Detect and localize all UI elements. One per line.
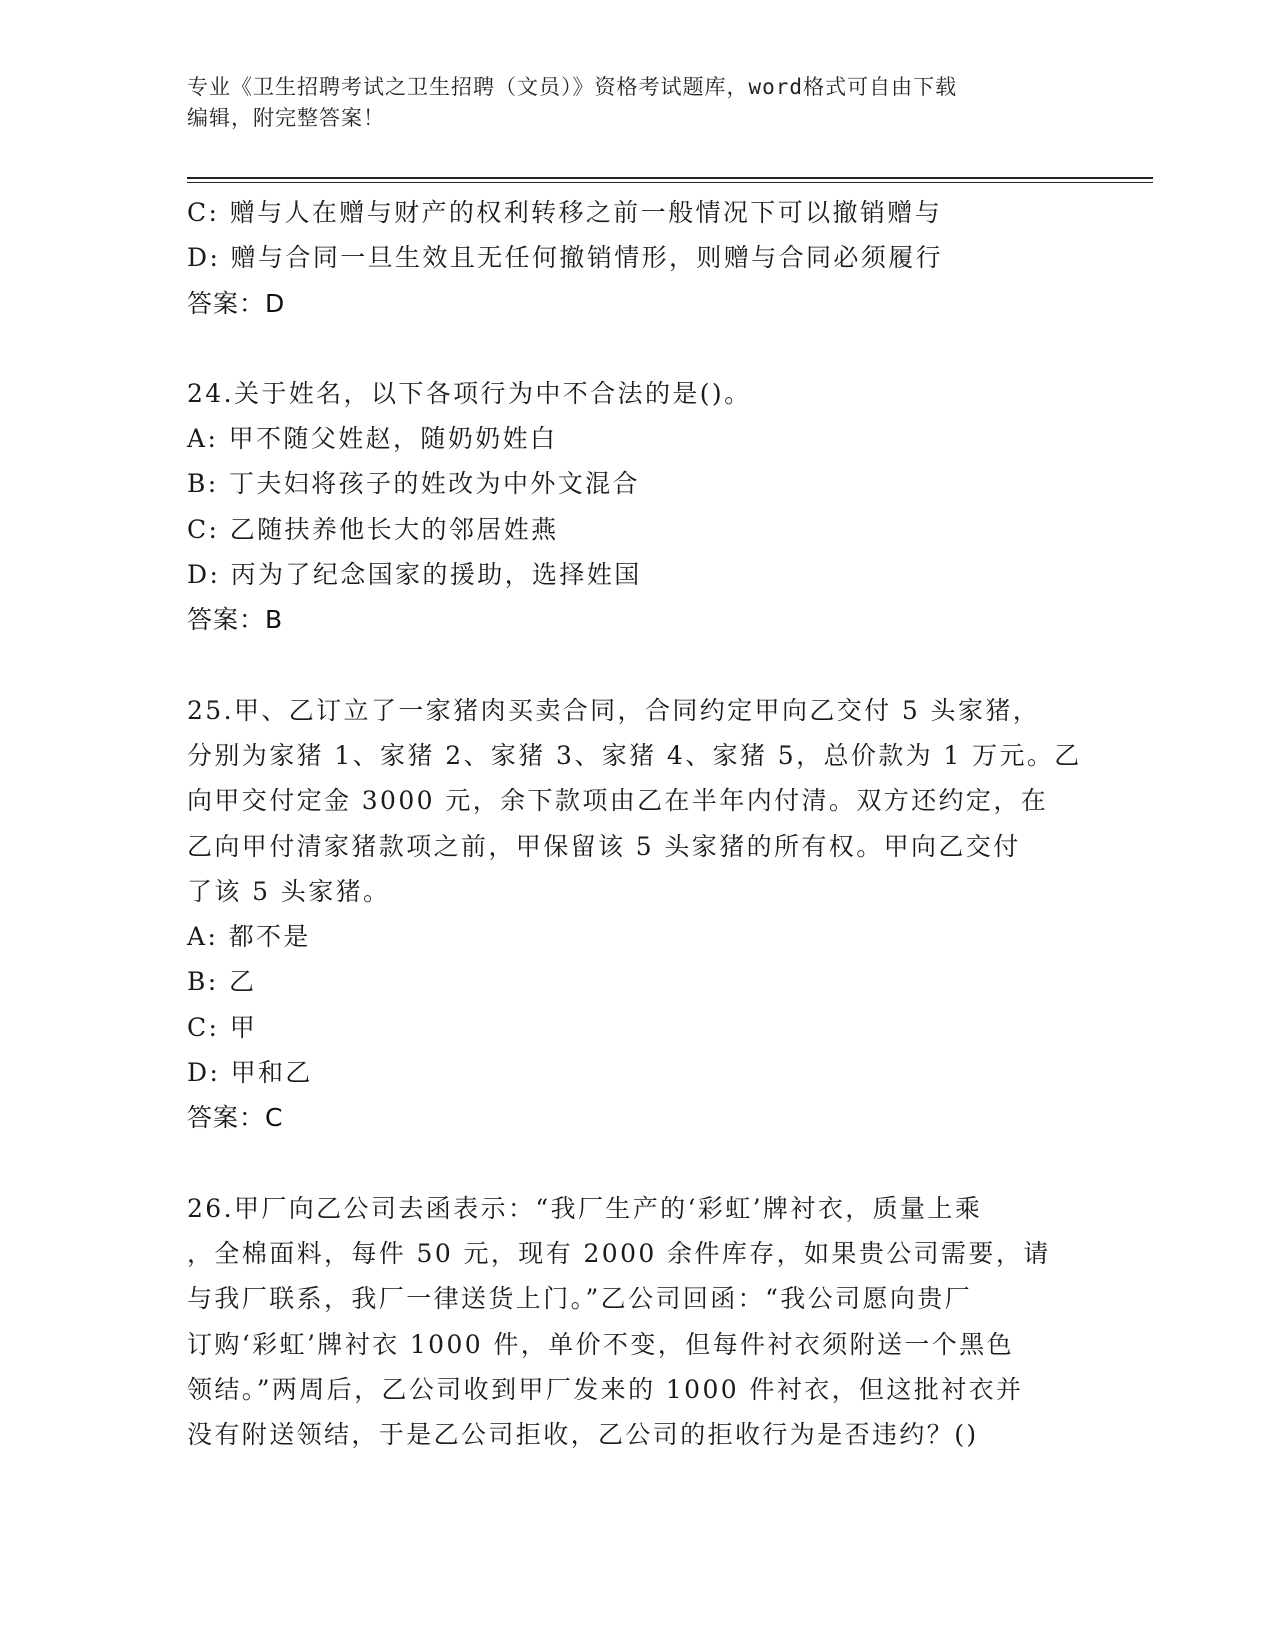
question-24-block [187, 371, 1087, 643]
q26-question-line: 与我厂联系，我厂一律送货上门。”乙公司回函：“我公司愿向贵厂 [187, 1284, 973, 1314]
q25-option-a: A: 都不是 [187, 922, 311, 952]
q24-option-d: D: 丙为了纪念国家的援助，选择姓国 [187, 560, 642, 590]
q25-question-line: 了该 5 头家猪。 [187, 876, 391, 906]
q24-option-b: B: 丁夫妇将孩子的姓改为中外文混合 [187, 469, 640, 499]
q24-answer: 答案：B [187, 605, 284, 635]
header-line-2: 编辑，附完整答案！ [187, 106, 385, 130]
question-25-block [187, 688, 1087, 1141]
q26-question-line: ，全棉面料，每件 50 元，现有 2000 余件库存，如果贵公司需要，请 [187, 1238, 1051, 1268]
q26-question-line: 订购‘彩虹’牌衬衣 1000 件，单价不变，但每件衬衣须附送一个黑色 [187, 1329, 1015, 1359]
q23-option-d: D: 赠与合同一旦生效且无任何撤销情形，则赠与合同必须履行 [187, 243, 944, 273]
q25-option-c: C: 甲 [187, 1012, 258, 1042]
q24-option-a: A: 甲不随父姓赵，随奶奶姓白 [187, 424, 558, 454]
spacer [187, 326, 1087, 371]
header-line-1: 专业《卫生招聘考试之卫生招聘（文员）》资格考试题库，word格式可自由下载 [187, 75, 958, 99]
page-header [187, 72, 1087, 134]
q24-question: 24.关于姓名，以下各项行为中不合法的是()。 [187, 378, 752, 408]
question-23-block [187, 190, 1087, 326]
q25-question-line: 乙向甲付清家猪款项之前，甲保留该 5 头家猪的所有权。甲向乙交付 [187, 831, 1021, 861]
q25-question-line: 向甲交付定金 3000 元，余下款项由乙在半年内付清。双方还约定，在 [187, 786, 1049, 816]
q26-question-line: 没有附送领结，于是乙公司拒收，乙公司的拒收行为是否违约？() [187, 1420, 979, 1450]
spacer [187, 1141, 1087, 1186]
q23-answer: 答案：D [187, 288, 286, 318]
q24-option-c: C: 乙随扶养他长大的邻居姓燕 [187, 514, 559, 544]
q26-question-line: 领结。”两周后，乙公司收到甲厂发来的 1000 件衬衣，但这批衬衣并 [187, 1374, 1024, 1404]
q26-question-line: 26.甲厂向乙公司去函表示：“我厂生产的‘彩虹’牌衬衣，质量上乘 [187, 1193, 983, 1223]
q23-option-c: C: 赠与人在赠与财产的权利转移之前一般情况下可以撤销赠与 [187, 198, 943, 227]
main-content [187, 190, 1087, 1457]
spacer [187, 643, 1087, 688]
header-rule-thick [187, 177, 1153, 179]
q25-question-line: 分别为家猪 1、家猪 2、家猪 3、家猪 4、家猪 5，总价款为 1 万元。乙 [187, 740, 1082, 770]
question-26-block [187, 1186, 1087, 1458]
header-rule-thin [187, 182, 1153, 183]
q25-question-line: 25.甲、乙订立了一家猪肉买卖合同，合同约定甲向乙交付 5 头家猪， [187, 695, 1041, 725]
q25-option-b: B: 乙 [187, 967, 257, 997]
q25-answer: 答案：C [187, 1103, 284, 1133]
q25-option-d: D: 甲和乙 [187, 1058, 313, 1088]
